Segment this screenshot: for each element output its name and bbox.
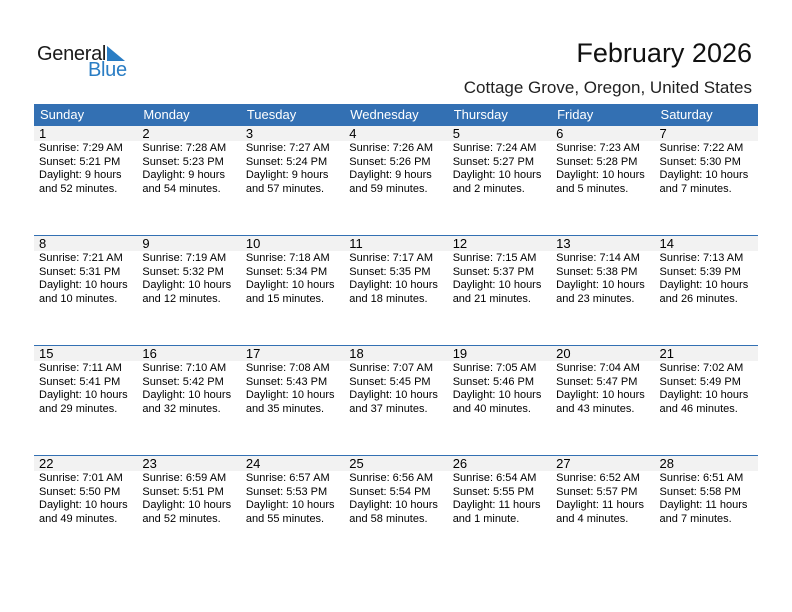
- daylight-text: and 29 minutes.: [39, 402, 118, 415]
- daylight-text: and 58 minutes.: [349, 512, 428, 525]
- sunrise-text: Sunrise: 6:54 AM: [452, 472, 537, 484]
- sunset-text: Sunset: 5:53 PM: [245, 485, 328, 498]
- daylight-text: Daylight: 10 hours: [349, 389, 438, 402]
- day-number: 1: [39, 126, 47, 141]
- sunrise-text: Sunrise: 7:11 AM: [39, 362, 122, 374]
- weekday-monday: Monday: [143, 107, 190, 122]
- daylight-text: Daylight: 11 hours: [659, 499, 748, 512]
- daylight-text: and 49 minutes.: [39, 512, 118, 525]
- daylight-text: and 46 minutes.: [659, 402, 738, 415]
- location-subtitle: Cottage Grove, Oregon, United States: [463, 78, 752, 97]
- sunrise-text: Sunrise: 7:19 AM: [142, 252, 227, 264]
- day-number-row: [34, 235, 758, 251]
- daylight-text: and 4 minutes.: [556, 512, 629, 525]
- sunrise-text: Sunrise: 7:01 AM: [39, 472, 123, 484]
- day-info-row: [34, 361, 758, 416]
- day-cell: [655, 471, 758, 526]
- day-cell: [241, 361, 344, 416]
- daylight-text: and 54 minutes.: [142, 182, 221, 195]
- weekday-tuesday: Tuesday: [246, 107, 297, 122]
- daylight-text: and 32 minutes.: [142, 402, 221, 415]
- day-cell: [241, 251, 344, 306]
- daylight-text: Daylight: 10 hours: [245, 499, 335, 512]
- day-number: 25: [349, 456, 364, 471]
- day-number: 8: [39, 236, 47, 251]
- sunrise-text: Sunrise: 6:57 AM: [245, 472, 330, 484]
- daylight-text: Daylight: 10 hours: [142, 499, 232, 512]
- day-number: 13: [556, 236, 571, 251]
- day-number: 20: [556, 346, 571, 361]
- sunset-text: Sunset: 5:34 PM: [245, 265, 328, 278]
- day-cell: [448, 251, 551, 306]
- sunrise-text: Sunrise: 7:26 AM: [349, 142, 434, 154]
- sunrise-text: Sunrise: 7:29 AM: [39, 142, 123, 154]
- day-cell: [655, 251, 758, 306]
- sunrise-text: Sunrise: 7:07 AM: [349, 362, 434, 374]
- day-cell: [344, 361, 447, 416]
- daylight-text: and 59 minutes.: [349, 182, 428, 195]
- daylight-text: Daylight: 10 hours: [39, 389, 128, 402]
- sunset-text: Sunset: 5:50 PM: [39, 485, 121, 498]
- daylight-text: and 23 minutes.: [556, 292, 635, 305]
- sunrise-text: Sunrise: 7:21 AM: [39, 252, 123, 264]
- daylight-text: and 10 minutes.: [39, 292, 118, 305]
- day-number: 28: [659, 456, 674, 471]
- daylight-text: Daylight: 11 hours: [452, 499, 541, 512]
- sunset-text: Sunset: 5:31 PM: [39, 265, 121, 278]
- daylight-text: and 52 minutes.: [39, 182, 118, 195]
- daylight-text: Daylight: 10 hours: [39, 499, 128, 512]
- sunset-text: Sunset: 5:26 PM: [349, 155, 431, 168]
- day-number: 21: [659, 346, 674, 361]
- day-number: 14: [659, 236, 674, 251]
- day-number: 27: [556, 456, 571, 471]
- day-cell: [655, 141, 758, 196]
- daylight-text: Daylight: 10 hours: [452, 279, 542, 292]
- day-number: 15: [39, 346, 54, 361]
- logo: [37, 43, 137, 83]
- sunset-text: Sunset: 5:38 PM: [556, 265, 638, 278]
- day-number: 26: [452, 456, 468, 471]
- day-cell: [551, 251, 654, 306]
- daylight-text: Daylight: 10 hours: [142, 389, 232, 402]
- sunset-text: Sunset: 5:47 PM: [556, 375, 638, 388]
- weekday-saturday: Saturday: [660, 107, 713, 122]
- daylight-text: and 2 minutes.: [452, 182, 525, 195]
- sunset-text: Sunset: 5:28 PM: [556, 155, 638, 168]
- sunset-text: Sunset: 5:51 PM: [142, 485, 224, 498]
- day-cell: [344, 141, 447, 196]
- calendar: [34, 104, 758, 525]
- sunset-text: Sunset: 5:55 PM: [452, 485, 535, 498]
- daylight-text: Daylight: 10 hours: [245, 389, 335, 402]
- day-number-row: [34, 345, 758, 361]
- daylight-text: Daylight: 10 hours: [452, 169, 542, 182]
- sunrise-text: Sunrise: 7:15 AM: [452, 252, 537, 264]
- daylight-text: and 52 minutes.: [142, 512, 221, 525]
- day-cell: [241, 471, 344, 526]
- day-number: 18: [349, 346, 364, 361]
- daylight-text: and 35 minutes.: [245, 402, 325, 415]
- day-info-row: [34, 251, 758, 306]
- sunset-text: Sunset: 5:58 PM: [659, 485, 741, 498]
- daylight-text: Daylight: 10 hours: [349, 279, 438, 292]
- daylight-text: Daylight: 10 hours: [659, 169, 749, 182]
- day-cell: [34, 251, 137, 306]
- sunrise-text: Sunrise: 6:52 AM: [556, 472, 640, 484]
- day-cell: [34, 141, 137, 196]
- sunrise-text: Sunrise: 7:22 AM: [659, 142, 744, 154]
- sunrise-text: Sunrise: 7:24 AM: [452, 142, 537, 154]
- sunrise-text: Sunrise: 7:10 AM: [142, 362, 227, 374]
- sunset-text: Sunset: 5:54 PM: [349, 485, 431, 498]
- sunset-text: Sunset: 5:23 PM: [142, 155, 224, 168]
- daylight-text: Daylight: 10 hours: [39, 279, 128, 292]
- logo-word-blue: Blue: [88, 59, 127, 81]
- day-cell: [551, 471, 654, 526]
- daylight-text: and 21 minutes.: [452, 292, 531, 305]
- week-row: [34, 125, 758, 196]
- sunset-text: Sunset: 5:39 PM: [659, 265, 741, 278]
- sunrise-text: Sunrise: 7:17 AM: [349, 252, 434, 264]
- sunrise-text: Sunrise: 7:13 AM: [659, 252, 744, 264]
- daylight-text: Daylight: 10 hours: [659, 389, 749, 402]
- day-number: 12: [452, 236, 468, 251]
- daylight-text: and 43 minutes.: [556, 402, 635, 415]
- weekday-thursday: Thursday: [453, 107, 508, 122]
- day-cell: [448, 141, 551, 196]
- daylight-text: Daylight: 10 hours: [556, 279, 645, 292]
- page-title: February 2026: [576, 38, 752, 68]
- day-cell: [344, 251, 447, 306]
- daylight-text: Daylight: 11 hours: [556, 499, 644, 512]
- day-cell: [241, 141, 344, 196]
- day-number: 17: [245, 346, 261, 361]
- daylight-text: Daylight: 9 hours: [349, 169, 432, 182]
- sunset-text: Sunset: 5:42 PM: [142, 375, 224, 388]
- sunset-text: Sunset: 5:35 PM: [349, 265, 431, 278]
- day-number: 23: [142, 456, 157, 471]
- day-number: 6: [556, 126, 564, 141]
- sunrise-text: Sunrise: 7:18 AM: [245, 252, 330, 264]
- daylight-text: Daylight: 10 hours: [452, 389, 542, 402]
- logo-word-general: General: [37, 43, 107, 65]
- day-cell: [655, 361, 758, 416]
- sunset-text: Sunset: 5:37 PM: [452, 265, 535, 278]
- day-cell: [137, 251, 240, 306]
- daylight-text: and 26 minutes.: [659, 292, 738, 305]
- sunrise-text: Sunrise: 6:59 AM: [142, 472, 227, 484]
- day-number: 22: [39, 456, 54, 471]
- daylight-text: and 12 minutes.: [142, 292, 221, 305]
- daylight-text: Daylight: 10 hours: [556, 389, 645, 402]
- weekday-sunday: Sunday: [40, 107, 85, 122]
- day-number-row: [34, 125, 758, 141]
- sunset-text: Sunset: 5:41 PM: [39, 375, 121, 388]
- sunset-text: Sunset: 5:32 PM: [142, 265, 224, 278]
- daylight-text: and 7 minutes.: [659, 512, 732, 525]
- day-cell: [137, 141, 240, 196]
- sunset-text: Sunset: 5:27 PM: [452, 155, 535, 168]
- week-row: [34, 345, 758, 416]
- daylight-text: and 15 minutes.: [245, 292, 325, 305]
- day-info-row: [34, 141, 758, 196]
- day-cell: [448, 361, 551, 416]
- week-row: [34, 235, 758, 306]
- sunrise-text: Sunrise: 6:51 AM: [659, 472, 744, 484]
- day-number: 5: [452, 126, 460, 141]
- daylight-text: and 18 minutes.: [349, 292, 428, 305]
- weekday-friday: Friday: [557, 107, 594, 122]
- day-number: 10: [245, 236, 261, 251]
- sunrise-text: Sunrise: 7:04 AM: [556, 362, 640, 374]
- day-number: 7: [659, 126, 667, 141]
- sunrise-text: Sunrise: 7:27 AM: [245, 142, 330, 154]
- daylight-text: Daylight: 10 hours: [142, 279, 232, 292]
- sunset-text: Sunset: 5:45 PM: [349, 375, 431, 388]
- day-cell: [137, 471, 240, 526]
- sunset-text: Sunset: 5:24 PM: [245, 155, 328, 168]
- daylight-text: and 1 minute.: [452, 512, 520, 525]
- day-number: 4: [349, 126, 357, 141]
- daylight-text: and 57 minutes.: [245, 182, 325, 195]
- day-cell: [344, 471, 447, 526]
- day-cell: [34, 361, 137, 416]
- sunrise-text: Sunrise: 6:56 AM: [349, 472, 434, 484]
- day-info-row: [34, 471, 758, 526]
- weekday-header-row: [34, 104, 758, 125]
- daylight-text: and 7 minutes.: [659, 182, 732, 195]
- sunrise-text: Sunrise: 7:23 AM: [556, 142, 640, 154]
- sunset-text: Sunset: 5:21 PM: [39, 155, 121, 168]
- day-cell: [34, 471, 137, 526]
- sunset-text: Sunset: 5:46 PM: [452, 375, 535, 388]
- daylight-text: and 37 minutes.: [349, 402, 428, 415]
- day-number: 24: [245, 456, 261, 471]
- daylight-text: Daylight: 9 hours: [39, 169, 122, 182]
- sunset-text: Sunset: 5:30 PM: [659, 155, 741, 168]
- sunrise-text: Sunrise: 7:28 AM: [142, 142, 227, 154]
- daylight-text: and 5 minutes.: [556, 182, 629, 195]
- daylight-text: Daylight: 10 hours: [556, 169, 645, 182]
- daylight-text: and 40 minutes.: [452, 402, 531, 415]
- sunrise-text: Sunrise: 7:05 AM: [452, 362, 537, 374]
- day-number-row: [34, 455, 758, 471]
- day-cell: [448, 471, 551, 526]
- day-cell: [137, 361, 240, 416]
- day-number: 19: [452, 346, 468, 361]
- sunrise-text: Sunrise: 7:08 AM: [245, 362, 330, 374]
- daylight-text: Daylight: 9 hours: [245, 169, 329, 182]
- daylight-text: and 55 minutes.: [245, 512, 325, 525]
- day-number: 2: [142, 126, 150, 141]
- sunrise-text: Sunrise: 7:02 AM: [659, 362, 744, 374]
- daylight-text: Daylight: 10 hours: [349, 499, 438, 512]
- week-row: [34, 455, 758, 526]
- daylight-text: Daylight: 10 hours: [659, 279, 749, 292]
- day-number: 11: [349, 236, 363, 251]
- day-number: 3: [245, 126, 254, 141]
- day-cell: [551, 361, 654, 416]
- sunrise-text: Sunrise: 7:14 AM: [556, 252, 640, 264]
- sunset-text: Sunset: 5:57 PM: [556, 485, 638, 498]
- day-number: 9: [142, 236, 150, 251]
- daylight-text: Daylight: 10 hours: [245, 279, 335, 292]
- sunset-text: Sunset: 5:43 PM: [245, 375, 328, 388]
- sunset-text: Sunset: 5:49 PM: [659, 375, 741, 388]
- day-number: 16: [142, 346, 157, 361]
- daylight-text: Daylight: 9 hours: [142, 169, 225, 182]
- weekday-wednesday: Wednesday: [350, 107, 419, 122]
- day-cell: [551, 141, 654, 196]
